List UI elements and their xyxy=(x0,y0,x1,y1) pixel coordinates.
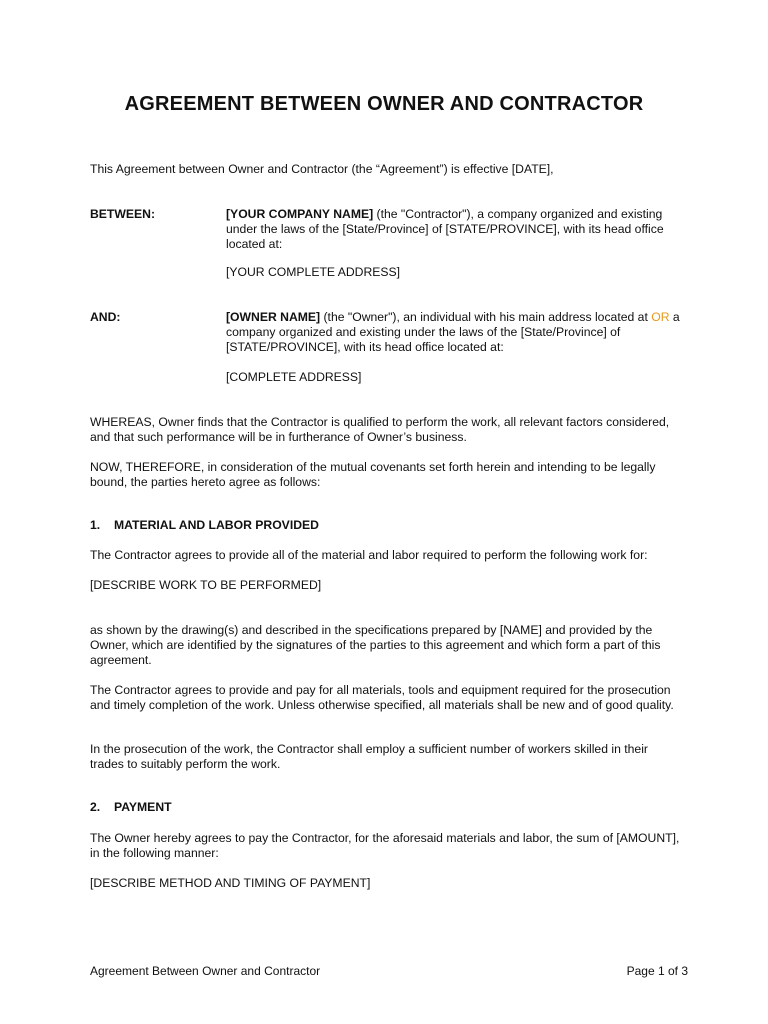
now-therefore-paragraph: NOW, THEREFORE, in consideration of the mutual covenants set forth herein and intending to be legally bound, the parties hereto agree as follows: xyxy=(90,460,656,489)
and-label: AND: xyxy=(90,310,121,324)
work-placeholder: [DESCRIBE WORK TO BE PERFORMED] xyxy=(90,578,322,592)
section-paragraph: The Owner hereby agrees to pay the Contractor, for the aforesaid materials and labor, the sum of [AMOUNT], in the following manner: xyxy=(90,831,680,860)
between-text-rest: under the laws of the [State/Province] of [STATE/PROVINCE], with its head office located at: xyxy=(226,222,664,251)
owner-name-placeholder: [OWNER NAME] xyxy=(226,310,321,324)
section-number: 2. xyxy=(90,800,101,814)
section-heading xyxy=(90,518,319,533)
company-address-placeholder: [YOUR COMPLETE ADDRESS] xyxy=(226,265,401,279)
footer-document-title: Agreement Between Owner and Contractor xyxy=(90,964,321,978)
and-party-text xyxy=(226,310,686,355)
section-title: PAYMENT xyxy=(114,800,172,814)
payment-placeholder: [DESCRIBE METHOD AND TIMING OF PAYMENT] xyxy=(90,876,371,890)
section-title: MATERIAL AND LABOR PROVIDED xyxy=(114,518,319,532)
and-text-rest: a company organized and existing under the laws of the [State/Province] of [STATE/PROVINCE], with its head office located at: xyxy=(226,310,680,354)
between-label: BETWEEN: xyxy=(90,207,155,221)
intro-paragraph: This Agreement between Owner and Contractor (the “Agreement”) is effective [DATE], xyxy=(90,162,554,176)
company-name-placeholder: [YOUR COMPANY NAME] xyxy=(226,207,374,221)
page-number: Page 1 of 3 xyxy=(626,964,688,978)
section-paragraph: as shown by the drawing(s) and described in the specifications prepared by [NAME] and provided by the Owner, which are identified by the signatures of the parties to this agreement and which form a part of this agreement. xyxy=(90,623,661,667)
section-number: 1. xyxy=(90,518,101,532)
between-party-text xyxy=(226,207,686,252)
or-highlight: OR xyxy=(651,310,670,324)
between-text-line1: (the "Contractor"), a company organized and existing xyxy=(373,207,663,221)
section-paragraph: The Contractor agrees to provide and pay for all materials, tools and equipment required for the prosecution and timely completion of the work. Unless otherwise specified, all materials shall be new and of good quality. xyxy=(90,683,674,712)
owner-address-placeholder: [COMPLETE ADDRESS] xyxy=(226,370,362,384)
section-heading xyxy=(90,800,172,815)
whereas-paragraph: WHEREAS, Owner finds that the Contractor is qualified to perform the work, all relevant factors considered, and that such performance will be in furtherance of Owner’s business. xyxy=(90,415,670,444)
section-paragraph: The Contractor agrees to provide all of the material and labor required to perform the following work for: xyxy=(90,548,648,562)
document-title: AGREEMENT BETWEEN OWNER AND CONTRACTOR xyxy=(124,93,644,115)
section-paragraph: In the prosecution of the work, the Contractor shall employ a sufficient number of workers skilled in their trades to suitably perform the work. xyxy=(90,742,648,771)
and-text-line1: (the "Owner"), an individual with his main address located at xyxy=(320,310,648,324)
